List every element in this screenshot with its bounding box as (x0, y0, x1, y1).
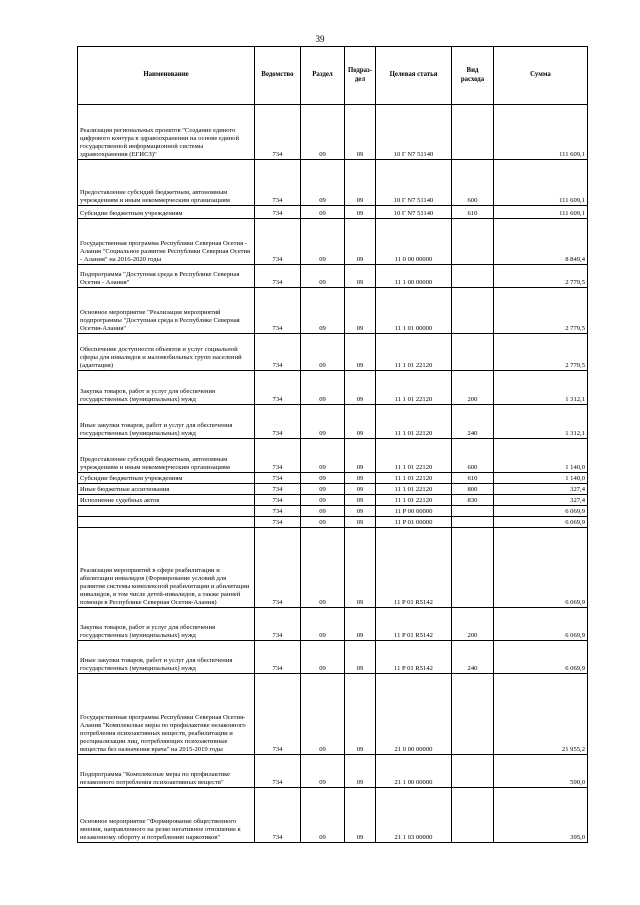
cell-article: 11 P 01 R5142 (376, 528, 452, 608)
cell-dept: 734 (255, 105, 301, 160)
cell-section: 09 (301, 506, 345, 517)
cell-name: Закупка товаров, работ и услуг для обеспечения государственных (муниципальных) нужд (78, 371, 255, 405)
cell-section: 09 (301, 517, 345, 528)
table-row (78, 105, 588, 160)
cell-section: 09 (301, 484, 345, 495)
table-row (78, 219, 588, 265)
cell-exptype (452, 219, 494, 265)
cell-sum: 111 609,1 (494, 105, 588, 160)
table-row (78, 405, 588, 439)
cell-article: 10 Г N7 51140 (376, 105, 452, 160)
cell-exptype (452, 105, 494, 160)
cell-exptype: 830 (452, 495, 494, 506)
cell-article: 11 P 00 00000 (376, 506, 452, 517)
cell-section: 09 (301, 495, 345, 506)
cell-article: 11 0 00 00000 (376, 219, 452, 265)
table-row (78, 265, 588, 288)
header-subsection: Подраз- дел (345, 47, 376, 105)
cell-section: 09 (301, 755, 345, 788)
cell-subsection: 09 (345, 506, 376, 517)
cell-dept: 734 (255, 506, 301, 517)
cell-dept: 734 (255, 788, 301, 843)
cell-exptype: 800 (452, 484, 494, 495)
header-dept: Ведомство (255, 47, 301, 105)
table-row (78, 755, 588, 788)
header-exptype: Вид расхода (452, 47, 494, 105)
cell-name: Иные закупки товаров, работ и услуг для обеспечения государственных (муниципальных) нужд (78, 641, 255, 674)
cell-dept: 734 (255, 405, 301, 439)
cell-section: 09 (301, 160, 345, 206)
cell-subsection: 09 (345, 788, 376, 843)
cell-name: Государственная программа Республики Северная Осетия-Алания "Комплексные меры по профилактике незаконного потребления психоактивных веществ, реабилитации и ресоциализации лиц, потребляющих психоактивные вещества без назначения врача" на 2015-2019 годы (78, 674, 255, 755)
cell-name: Реализация региональных проектов "Создание единого цифрового контура в здравоохранении на основе единой государственной информационной системы здравоохранения (ЕГИСЗ)" (78, 105, 255, 160)
cell-exptype: 200 (452, 371, 494, 405)
cell-section: 09 (301, 528, 345, 608)
cell-section: 09 (301, 288, 345, 334)
cell-name: Субсидии бюджетным учреждениям (78, 473, 255, 484)
cell-dept: 734 (255, 473, 301, 484)
table-row (78, 528, 588, 608)
cell-exptype (452, 755, 494, 788)
cell-sum: 6 069,9 (494, 608, 588, 641)
cell-name: Предоставление субсидий бюджетным, автономным учреждениям и иным некоммерческим организациям (78, 160, 255, 206)
cell-article: 21 0 00 00000 (376, 674, 452, 755)
cell-subsection: 09 (345, 288, 376, 334)
cell-article: 21 1 03 00000 (376, 788, 452, 843)
cell-exptype (452, 788, 494, 843)
cell-name: Субсидии бюджетным учреждениям (78, 206, 255, 219)
cell-subsection: 09 (345, 105, 376, 160)
cell-subsection: 09 (345, 484, 376, 495)
table-row (78, 288, 588, 334)
cell-name: Подпрограмма "Комплексные меры по профилактике незаконного потребления психоактивных веществ" (78, 755, 255, 788)
cell-exptype: 240 (452, 405, 494, 439)
cell-sum: 327,4 (494, 495, 588, 506)
cell-exptype: 610 (452, 206, 494, 219)
cell-sum: 6 069,9 (494, 528, 588, 608)
cell-name: Предоставление субсидий бюджетным, автономным учреждениям и иным некоммерческим организациям (78, 439, 255, 473)
cell-subsection: 09 (345, 608, 376, 641)
table-header-row (78, 47, 588, 105)
cell-subsection: 09 (345, 495, 376, 506)
cell-exptype (452, 506, 494, 517)
cell-subsection: 09 (345, 641, 376, 674)
cell-exptype: 610 (452, 473, 494, 484)
cell-section: 09 (301, 405, 345, 439)
cell-name: Основное мероприятие "Формирование общественного мнения, направленного на резко негативное отношение к незаконному обороту и потреблению наркотиков" (78, 788, 255, 843)
table-row (78, 484, 588, 495)
table-row (78, 160, 588, 206)
cell-dept: 734 (255, 674, 301, 755)
header-section: Раздел (301, 47, 345, 105)
cell-sum: 111 609,1 (494, 160, 588, 206)
cell-dept: 734 (255, 495, 301, 506)
cell-sum: 1 140,0 (494, 473, 588, 484)
header-name: Наименование (78, 47, 255, 105)
cell-subsection: 09 (345, 405, 376, 439)
cell-name: Обеспечение доступности объектов и услуг социальной сферы для инвалидов и маломобильных групп населений (адаптация) (78, 334, 255, 371)
cell-sum: 6 069,9 (494, 506, 588, 517)
cell-dept: 734 (255, 484, 301, 495)
cell-name: Иные закупки товаров, работ и услуг для обеспечения государственных (муниципальных) нужд (78, 405, 255, 439)
cell-section: 09 (301, 334, 345, 371)
cell-section: 09 (301, 473, 345, 484)
cell-article: 11 1 01 22120 (376, 484, 452, 495)
cell-section: 09 (301, 105, 345, 160)
table-row (78, 371, 588, 405)
cell-article: 11 1 01 22120 (376, 334, 452, 371)
cell-name: Закупка товаров, работ и услуг для обеспечения государственных (муниципальных) нужд (78, 608, 255, 641)
cell-section: 09 (301, 265, 345, 288)
page-number: 39 (315, 34, 325, 44)
cell-sum: 1 140,0 (494, 439, 588, 473)
cell-dept: 734 (255, 641, 301, 674)
cell-exptype (452, 265, 494, 288)
cell-dept: 734 (255, 608, 301, 641)
cell-sum: 6 069,9 (494, 517, 588, 528)
cell-exptype (452, 528, 494, 608)
cell-dept: 734 (255, 288, 301, 334)
cell-sum: 327,4 (494, 484, 588, 495)
table-row (78, 788, 588, 843)
cell-sum: 21 955,2 (494, 674, 588, 755)
cell-section: 09 (301, 641, 345, 674)
cell-article: 11 P 01 R5142 (376, 641, 452, 674)
cell-article: 11 1 01 22120 (376, 439, 452, 473)
cell-dept: 734 (255, 517, 301, 528)
cell-dept: 734 (255, 265, 301, 288)
cell-article: 11 P 01 00000 (376, 517, 452, 528)
cell-name: Государственная программа Республики Северная Осетия - Алания "Социальное развитие Республики Северная Осетия - Алания" на 2016-2020 годы (78, 219, 255, 265)
cell-article: 11 1 00 00000 (376, 265, 452, 288)
cell-subsection: 09 (345, 528, 376, 608)
cell-exptype: 200 (452, 608, 494, 641)
table-body (78, 105, 588, 843)
cell-section: 09 (301, 674, 345, 755)
cell-name (78, 517, 255, 528)
table-row (78, 674, 588, 755)
cell-sum: 2 779,5 (494, 334, 588, 371)
cell-sum: 2 779,5 (494, 265, 588, 288)
cell-sum: 590,0 (494, 755, 588, 788)
table-row (78, 506, 588, 517)
cell-dept: 734 (255, 439, 301, 473)
cell-exptype: 600 (452, 160, 494, 206)
cell-exptype (452, 517, 494, 528)
cell-subsection: 09 (345, 473, 376, 484)
cell-subsection: 09 (345, 334, 376, 371)
table-row (78, 439, 588, 473)
cell-article: 11 1 01 00000 (376, 288, 452, 334)
cell-exptype (452, 674, 494, 755)
cell-name: Иные бюджетные ассигнования (78, 484, 255, 495)
cell-sum: 2 779,5 (494, 288, 588, 334)
cell-subsection: 09 (345, 206, 376, 219)
cell-name: Подпрограмма "Доступная среда в Республике Северная Осетия - Алания" (78, 265, 255, 288)
cell-name: Основное мероприятие "Реализация мероприятий подпрограммы "Доступная среда в Республике Северная Осетия-Алания" (78, 288, 255, 334)
cell-article: 11 P 01 R5142 (376, 608, 452, 641)
cell-subsection: 09 (345, 265, 376, 288)
cell-exptype: 600 (452, 439, 494, 473)
cell-subsection: 09 (345, 219, 376, 265)
cell-section: 09 (301, 788, 345, 843)
table-row (78, 608, 588, 641)
cell-exptype: 240 (452, 641, 494, 674)
cell-subsection: 09 (345, 674, 376, 755)
cell-dept: 734 (255, 755, 301, 788)
cell-section: 09 (301, 219, 345, 265)
table-row (78, 495, 588, 506)
cell-subsection: 09 (345, 755, 376, 788)
cell-article: 11 1 01 22120 (376, 371, 452, 405)
cell-sum: 1 312,1 (494, 405, 588, 439)
cell-dept: 734 (255, 206, 301, 219)
cell-sum: 1 312,1 (494, 371, 588, 405)
table-row (78, 517, 588, 528)
table-row (78, 641, 588, 674)
cell-dept: 734 (255, 371, 301, 405)
cell-dept: 734 (255, 160, 301, 206)
budget-table (77, 46, 588, 843)
header-article: Целевая статья (376, 47, 452, 105)
cell-subsection: 09 (345, 439, 376, 473)
cell-article: 10 Г N7 51140 (376, 206, 452, 219)
cell-subsection: 09 (345, 160, 376, 206)
cell-sum: 395,0 (494, 788, 588, 843)
table-row (78, 473, 588, 484)
table-row (78, 334, 588, 371)
table-row (78, 206, 588, 219)
cell-article: 11 1 01 22120 (376, 495, 452, 506)
cell-article: 11 1 01 22120 (376, 473, 452, 484)
cell-sum: 111 609,1 (494, 206, 588, 219)
cell-exptype (452, 334, 494, 371)
cell-section: 09 (301, 206, 345, 219)
cell-name: Исполнение судебных актов (78, 495, 255, 506)
cell-dept: 734 (255, 219, 301, 265)
cell-dept: 734 (255, 334, 301, 371)
header-sum: Сумма (494, 47, 588, 105)
cell-article: 21 1 00 00000 (376, 755, 452, 788)
cell-exptype (452, 288, 494, 334)
cell-article: 11 1 01 22120 (376, 405, 452, 439)
cell-subsection: 09 (345, 371, 376, 405)
cell-section: 09 (301, 371, 345, 405)
cell-sum: 6 069,9 (494, 641, 588, 674)
cell-dept: 734 (255, 528, 301, 608)
cell-section: 09 (301, 608, 345, 641)
cell-section: 09 (301, 439, 345, 473)
cell-name (78, 506, 255, 517)
cell-article: 10 Г N7 51140 (376, 160, 452, 206)
cell-sum: 8 849,4 (494, 219, 588, 265)
cell-subsection: 09 (345, 517, 376, 528)
cell-name: Реализация мероприятий в сфере реабилитации и абилитации инвалидов (Формирование условий для развития системы комплексной реабилитации и абилитации инвалидов, в том числе детей-инвалидов, а также ранней помощи в Республике Северная Осетия-Алания) (78, 528, 255, 608)
